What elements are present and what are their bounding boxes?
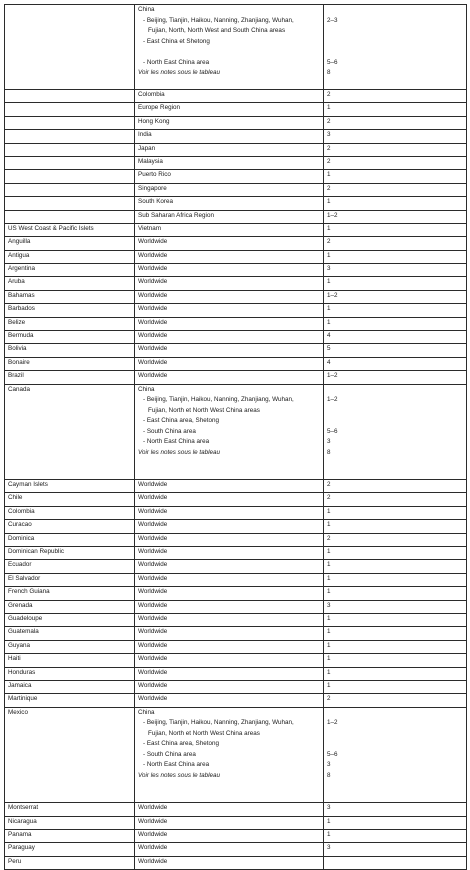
table-row xyxy=(5,680,467,693)
origin-cell xyxy=(5,130,135,143)
destination-bullet: - North East China area xyxy=(143,438,210,446)
table-row xyxy=(5,143,467,156)
transit-days-cell: 2 xyxy=(324,183,467,196)
table-body xyxy=(5,5,467,870)
transit-days-cell: 3 xyxy=(324,600,467,613)
origin-cell: Peru xyxy=(5,856,135,869)
table-row xyxy=(5,520,467,533)
destination-cell: Worldwide xyxy=(135,250,324,263)
origin-cell xyxy=(5,103,135,116)
origin-cell: Dominican Republic xyxy=(5,547,135,560)
transit-days-cell: 3 xyxy=(324,264,467,277)
origin-cell xyxy=(5,5,135,90)
table-row xyxy=(5,317,467,330)
destination-cell: Worldwide xyxy=(135,600,324,613)
transit-days-cell: 1 xyxy=(324,573,467,586)
transit-days-cell: 1 xyxy=(324,277,467,290)
table-row xyxy=(5,600,467,613)
transit-days-cell: 3 xyxy=(324,130,467,143)
transit-days-cell: 1–2 xyxy=(324,210,467,223)
transit-days-value xyxy=(327,385,466,396)
destination-cell xyxy=(135,5,324,90)
transit-days-value xyxy=(327,406,466,417)
transit-days-cell: 4 xyxy=(324,331,467,344)
origin-cell: Colombia xyxy=(5,506,135,519)
table-row xyxy=(5,344,467,357)
table-row xyxy=(5,90,467,103)
destination-line xyxy=(138,47,323,58)
destination-cell: Worldwide xyxy=(135,317,324,330)
origin-cell: Nicaragua xyxy=(5,816,135,829)
destination-bullet: - Beijing, Tianjin, Haikou, Nanning, Zhanjiang, Wuhan, xyxy=(143,719,294,727)
origin-cell xyxy=(5,116,135,129)
table-row xyxy=(5,667,467,680)
transit-days-value: 2–3 xyxy=(327,16,338,24)
origin-cell: Mexico xyxy=(5,707,135,803)
destination-cell: Worldwide xyxy=(135,277,324,290)
table-row xyxy=(5,371,467,384)
cell-spacer xyxy=(138,458,323,469)
cell-spacer xyxy=(138,79,323,90)
destination-cell: Worldwide xyxy=(135,587,324,600)
origin-cell: Chile xyxy=(5,493,135,506)
transit-days-value: 8 xyxy=(327,771,331,779)
cell-spacer xyxy=(138,469,323,480)
table-row xyxy=(5,183,467,196)
transit-days-cell: 1 xyxy=(324,304,467,317)
origin-cell: Barbados xyxy=(5,304,135,317)
table-row xyxy=(5,130,467,143)
transit-days-value xyxy=(327,729,466,740)
transit-days-value xyxy=(327,26,466,37)
destination-cell xyxy=(135,707,324,803)
cell-spacer xyxy=(138,781,323,792)
destination-cell: Worldwide xyxy=(135,304,324,317)
table-row xyxy=(5,587,467,600)
transit-days-value xyxy=(327,416,466,427)
transit-days-cell: 1 xyxy=(324,667,467,680)
origin-cell: Antigua xyxy=(5,250,135,263)
transit-days-value xyxy=(327,739,466,750)
transit-days-value: 1–2 xyxy=(327,719,338,727)
table-row xyxy=(5,237,467,250)
destination-cell: Malaysia xyxy=(135,156,324,169)
table-row xyxy=(5,533,467,546)
destination-continuation: Fujian, North, North West and South China areas xyxy=(148,27,286,34)
destination-cell: Worldwide xyxy=(135,371,324,384)
origin-cell: Bermuda xyxy=(5,331,135,344)
origin-cell: Guyana xyxy=(5,640,135,653)
transit-days-cell xyxy=(324,384,467,480)
destination-bullet: - North East China area xyxy=(143,58,210,66)
table-row xyxy=(5,707,467,803)
transit-days-cell: 1 xyxy=(324,506,467,519)
transit-days-cell: 1 xyxy=(324,547,467,560)
destination-bullet: - South China area xyxy=(143,427,196,435)
destination-cell: Worldwide xyxy=(135,357,324,370)
destination-cell: Worldwide xyxy=(135,803,324,816)
origin-cell: Aruba xyxy=(5,277,135,290)
table-row xyxy=(5,640,467,653)
document-page xyxy=(4,4,466,870)
table-row xyxy=(5,830,467,843)
transit-days-cell: 1–2 xyxy=(324,290,467,303)
destination-cell: Worldwide xyxy=(135,290,324,303)
transit-days-cell: 4 xyxy=(324,357,467,370)
origin-cell: Guatemala xyxy=(5,627,135,640)
table-row xyxy=(5,573,467,586)
transit-days-cell: 3 xyxy=(324,803,467,816)
origin-cell xyxy=(5,170,135,183)
origin-cell: Haiti xyxy=(5,654,135,667)
transit-days-cell: 2 xyxy=(324,156,467,169)
origin-cell xyxy=(5,183,135,196)
destination-cell: Worldwide xyxy=(135,627,324,640)
transit-days-cell: 2 xyxy=(324,116,467,129)
origin-cell: Jamaica xyxy=(5,680,135,693)
transit-days-value xyxy=(327,5,466,16)
transit-days-cell: 1 xyxy=(324,830,467,843)
origin-cell: Cayman Islets xyxy=(5,480,135,493)
table-row xyxy=(5,250,467,263)
table-row xyxy=(5,493,467,506)
destination-cell: India xyxy=(135,130,324,143)
table-note-reference: Voir les notes sous le tableau xyxy=(138,771,221,779)
destination-heading: China xyxy=(138,6,155,13)
destination-cell: Vietnam xyxy=(135,223,324,236)
transit-days-cell: 2 xyxy=(324,90,467,103)
origin-cell: US West Coast & Pacific Islets xyxy=(5,223,135,236)
origin-cell: Guadeloupe xyxy=(5,614,135,627)
destination-bullet: - Beijing, Tianjin, Haikou, Nanning, Zhanjiang, Wuhan, xyxy=(143,396,294,404)
origin-cell xyxy=(5,197,135,210)
table-row xyxy=(5,627,467,640)
transit-days-cell: 1 xyxy=(324,640,467,653)
transit-days-value: 1–2 xyxy=(327,396,338,404)
table-row xyxy=(5,331,467,344)
origin-cell: Bolivia xyxy=(5,344,135,357)
transit-days-cell: 1 xyxy=(324,250,467,263)
table-row xyxy=(5,5,467,90)
table-row xyxy=(5,210,467,223)
table-row xyxy=(5,694,467,707)
destination-bullet: - East China et Shetong xyxy=(143,37,210,45)
transit-days-cell: 3 xyxy=(324,843,467,856)
destination-bullet: - East China area, Shetong xyxy=(143,417,219,425)
origin-cell: Dominica xyxy=(5,533,135,546)
transit-days-cell: 1 xyxy=(324,614,467,627)
destination-cell: Worldwide xyxy=(135,856,324,869)
destination-cell: Worldwide xyxy=(135,573,324,586)
transit-days-cell: 2 xyxy=(324,480,467,493)
origin-cell: Honduras xyxy=(5,667,135,680)
table-row xyxy=(5,560,467,573)
origin-cell: Anguilla xyxy=(5,237,135,250)
transit-days-cell: 1 xyxy=(324,587,467,600)
table-row xyxy=(5,803,467,816)
transit-days-cell: 1–2 xyxy=(324,371,467,384)
transit-days-cell: 1 xyxy=(324,560,467,573)
table-row xyxy=(5,843,467,856)
destination-cell: Worldwide xyxy=(135,237,324,250)
origin-cell: Paraguay xyxy=(5,843,135,856)
transit-days-value xyxy=(327,37,466,48)
transit-days-cell: 1 xyxy=(324,197,467,210)
origin-cell: Bonaire xyxy=(5,357,135,370)
table-row xyxy=(5,264,467,277)
destination-cell: Worldwide xyxy=(135,264,324,277)
destination-continuation: Fujian, North et North West China areas xyxy=(148,729,260,737)
table-row xyxy=(5,170,467,183)
destination-heading: China xyxy=(138,385,155,393)
destination-cell: Worldwide xyxy=(135,830,324,843)
table-row xyxy=(5,384,467,480)
destination-cell: Sub Saharan Africa Region xyxy=(135,210,324,223)
transit-days-value: 8 xyxy=(327,448,331,456)
origin-cell: El Salvador xyxy=(5,573,135,586)
origin-cell: Canada xyxy=(5,384,135,480)
table-row xyxy=(5,156,467,169)
destination-cell: Worldwide xyxy=(135,331,324,344)
origin-cell: Argentina xyxy=(5,264,135,277)
destination-cell: Worldwide xyxy=(135,533,324,546)
origin-cell: French Guiana xyxy=(5,587,135,600)
destination-cell: Worldwide xyxy=(135,843,324,856)
table-row xyxy=(5,223,467,236)
transit-days-cell: 1 xyxy=(324,520,467,533)
destination-cell: Worldwide xyxy=(135,480,324,493)
origin-cell: Bahamas xyxy=(5,290,135,303)
origin-cell: Grenada xyxy=(5,600,135,613)
table-row xyxy=(5,357,467,370)
origin-cell: Montserrat xyxy=(5,803,135,816)
transit-days-value xyxy=(327,708,466,719)
destination-cell xyxy=(135,384,324,480)
origin-cell xyxy=(5,210,135,223)
table-row xyxy=(5,197,467,210)
destination-cell: Worldwide xyxy=(135,816,324,829)
destination-heading: China xyxy=(138,708,155,716)
transit-days-value: 5–6 xyxy=(327,427,338,435)
transit-days-cell xyxy=(324,5,467,90)
destination-cell: Europe Region xyxy=(135,103,324,116)
transit-days-cell: 2 xyxy=(324,237,467,250)
transit-days-cell: 1 xyxy=(324,627,467,640)
destination-cell: Worldwide xyxy=(135,667,324,680)
transit-time-table xyxy=(4,4,467,870)
destination-continuation: Fujian, North et North West China areas xyxy=(148,406,260,414)
destination-bullet: - Beijing, Tianjin, Haikou, Nanning, Zhanjiang, Wuhan, xyxy=(143,16,294,24)
transit-days-value: 3 xyxy=(327,761,331,769)
table-row xyxy=(5,506,467,519)
destination-cell: Worldwide xyxy=(135,680,324,693)
destination-cell: Puerto Rico xyxy=(135,170,324,183)
origin-cell: Curacao xyxy=(5,520,135,533)
origin-cell xyxy=(5,90,135,103)
transit-days-cell: 2 xyxy=(324,493,467,506)
table-note-reference: Voir les notes sous le tableau xyxy=(138,69,221,76)
transit-days-cell: 1 xyxy=(324,317,467,330)
table-row xyxy=(5,304,467,317)
transit-days-cell: 1 xyxy=(324,223,467,236)
origin-cell xyxy=(5,143,135,156)
transit-days-cell: 2 xyxy=(324,694,467,707)
transit-days-cell xyxy=(324,856,467,869)
destination-bullet: - North East China area xyxy=(143,761,210,769)
destination-cell: Japan xyxy=(135,143,324,156)
origin-cell: Martinique xyxy=(5,694,135,707)
destination-cell: Worldwide xyxy=(135,493,324,506)
transit-days-cell: 1 xyxy=(324,816,467,829)
destination-cell: Worldwide xyxy=(135,640,324,653)
table-row xyxy=(5,480,467,493)
origin-cell: Belize xyxy=(5,317,135,330)
transit-days-cell: 1 xyxy=(324,654,467,667)
table-row xyxy=(5,116,467,129)
destination-cell: South Korea xyxy=(135,197,324,210)
origin-cell: Panama xyxy=(5,830,135,843)
transit-days-value xyxy=(327,47,466,58)
table-row xyxy=(5,103,467,116)
transit-days-cell: 5 xyxy=(324,344,467,357)
transit-days-value: 5–6 xyxy=(327,58,338,66)
table-row xyxy=(5,290,467,303)
destination-cell: Worldwide xyxy=(135,547,324,560)
origin-cell: Ecuador xyxy=(5,560,135,573)
destination-cell: Worldwide xyxy=(135,560,324,573)
transit-days-value: 5–6 xyxy=(327,750,338,758)
transit-days-cell: 1 xyxy=(324,680,467,693)
table-note-reference: Voir les notes sous le tableau xyxy=(138,448,221,456)
destination-cell: Hong Kong xyxy=(135,116,324,129)
table-row xyxy=(5,856,467,869)
table-row xyxy=(5,277,467,290)
destination-cell: Worldwide xyxy=(135,614,324,627)
destination-cell: Worldwide xyxy=(135,506,324,519)
transit-days-value: 8 xyxy=(327,69,331,76)
destination-cell: Worldwide xyxy=(135,694,324,707)
transit-days-cell: 1 xyxy=(324,103,467,116)
origin-cell: Brazil xyxy=(5,371,135,384)
transit-days-cell: 2 xyxy=(324,143,467,156)
table-row xyxy=(5,614,467,627)
transit-days-cell: 1 xyxy=(324,170,467,183)
destination-cell: Colombia xyxy=(135,90,324,103)
destination-cell: Worldwide xyxy=(135,654,324,667)
destination-cell: Worldwide xyxy=(135,520,324,533)
origin-cell xyxy=(5,156,135,169)
destination-cell: Singapore xyxy=(135,183,324,196)
transit-days-cell xyxy=(324,707,467,803)
table-row xyxy=(5,816,467,829)
table-row xyxy=(5,547,467,560)
cell-spacer xyxy=(138,792,323,803)
table-row xyxy=(5,654,467,667)
destination-bullet: - South China area xyxy=(143,750,196,758)
transit-days-cell: 2 xyxy=(324,533,467,546)
transit-days-value: 3 xyxy=(327,438,331,446)
destination-bullet: - East China area, Shetong xyxy=(143,740,219,748)
destination-cell: Worldwide xyxy=(135,344,324,357)
